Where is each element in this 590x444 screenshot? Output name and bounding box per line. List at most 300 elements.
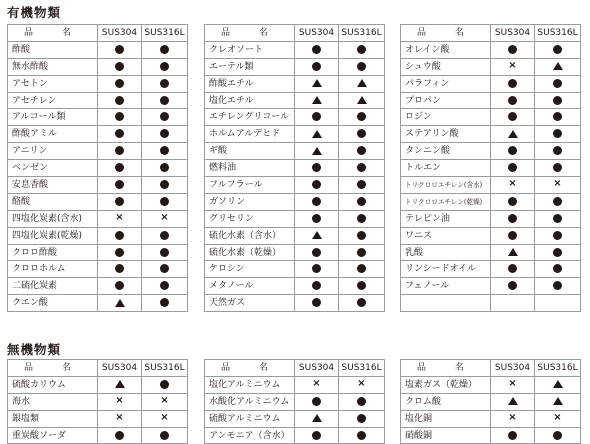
column-header-name: 品 名: [205, 25, 295, 42]
substance-name: トルエン: [401, 160, 491, 177]
substance-name: プロパン: [401, 92, 491, 109]
circle-mark-icon: [508, 112, 517, 121]
sus304-rating: [98, 278, 142, 295]
circle-mark-icon: [357, 248, 366, 257]
circle-mark-icon: [160, 96, 169, 105]
substance-name: エーテル類: [205, 58, 295, 75]
sus304-rating: [98, 261, 142, 278]
substance-name: ワニス: [401, 227, 491, 244]
sus304-rating: [295, 410, 339, 427]
sus316l-rating: [535, 177, 581, 194]
circle-mark-icon: [115, 45, 124, 54]
circle-mark-icon: [160, 45, 169, 54]
column-header-name: 品 名: [401, 360, 491, 377]
substance-name: メタノール: [205, 278, 295, 295]
sus316l-rating: [142, 58, 188, 75]
table-row: [8, 58, 188, 75]
circle-mark-icon: [357, 129, 366, 138]
sus304-rating: [98, 227, 142, 244]
column-header-name: 品 名: [8, 360, 98, 377]
sus316l-rating: [535, 160, 581, 177]
sus316l-rating: [339, 376, 385, 393]
table-header-row: [401, 360, 581, 377]
triangle-mark-icon: [312, 414, 322, 422]
substance-name: 天然ガス: [205, 295, 295, 312]
column-header-sus316l: SUS316L: [535, 360, 581, 377]
triangle-mark-icon: [357, 79, 367, 87]
table-row: [8, 278, 188, 295]
table-row: [205, 143, 385, 160]
circle-mark-icon: [160, 79, 169, 88]
sus316l-rating: [535, 75, 581, 92]
substance-name: エチレングリコール: [205, 109, 295, 126]
sus304-rating: [491, 393, 535, 410]
substance-name: シュウ酸: [401, 58, 491, 75]
circle-mark-icon: [312, 197, 321, 206]
substance-name: アルコール類: [8, 109, 98, 126]
sus304-rating: [98, 295, 142, 312]
circle-mark-icon: [115, 231, 124, 240]
cross-mark-icon: ×: [160, 412, 169, 424]
sus304-rating: [98, 427, 142, 444]
sus316l-rating: [339, 143, 385, 160]
sus316l-rating: [339, 160, 385, 177]
substance-name: ガソリン: [205, 193, 295, 210]
table-row: [205, 210, 385, 227]
sus304-rating: [295, 227, 339, 244]
cross-mark-icon: ×: [160, 212, 169, 224]
circle-mark-icon: [160, 180, 169, 189]
table-row: [205, 427, 385, 444]
cross-mark-icon: ×: [553, 178, 562, 190]
table-row: [8, 261, 188, 278]
table-row: [8, 41, 188, 58]
triangle-mark-icon: [115, 299, 125, 307]
sus316l-rating: [142, 210, 188, 227]
substance-name: 硫酸カリウム: [8, 376, 98, 393]
triangle-mark-icon: [312, 231, 322, 239]
substance-name: テレピン油: [401, 210, 491, 227]
cross-mark-icon: ×: [508, 178, 517, 190]
sus304-rating: [98, 410, 142, 427]
column-header-sus316l: SUS316L: [142, 25, 188, 42]
table-row: [205, 227, 385, 244]
sus304-rating: [295, 295, 339, 312]
substance-name: ベンゼン: [8, 160, 98, 177]
table-row: [401, 295, 581, 312]
sus304-rating: [295, 210, 339, 227]
sus304-rating: [491, 75, 535, 92]
table-row: [8, 410, 188, 427]
circle-mark-icon: [160, 62, 169, 71]
table-header-row: [8, 25, 188, 42]
sus316l-rating: [535, 427, 581, 444]
sus316l-rating: [142, 75, 188, 92]
circle-mark-icon: [553, 79, 562, 88]
substance-name: ステアリン酸: [401, 126, 491, 143]
circle-mark-icon: [115, 79, 124, 88]
circle-mark-icon: [312, 112, 321, 121]
sus316l-rating: [339, 126, 385, 143]
sus304-rating: [491, 295, 535, 312]
sus316l-rating: [142, 410, 188, 427]
triangle-mark-icon: [115, 380, 125, 388]
circle-mark-icon: [160, 298, 169, 307]
sus304-rating: [295, 126, 339, 143]
table-row: [8, 227, 188, 244]
circle-mark-icon: [553, 45, 562, 54]
table-row: [8, 427, 188, 444]
sus316l-rating: [142, 295, 188, 312]
sus316l-rating: [339, 393, 385, 410]
circle-mark-icon: [508, 214, 517, 223]
circle-mark-icon: [312, 298, 321, 307]
circle-mark-icon: [553, 163, 562, 172]
circle-mark-icon: [160, 281, 169, 290]
circle-mark-icon: [553, 248, 562, 257]
sus304-rating: [491, 244, 535, 261]
sus316l-rating: [535, 278, 581, 295]
sus304-rating: [491, 210, 535, 227]
sus304-rating: [98, 177, 142, 194]
sus304-rating: [295, 160, 339, 177]
sus304-rating: [295, 376, 339, 393]
table-row: [8, 177, 188, 194]
circle-mark-icon: [553, 264, 562, 273]
circle-mark-icon: [357, 112, 366, 121]
organic-section-title: 有機物類: [7, 5, 62, 20]
sus304-rating: [295, 177, 339, 194]
sus316l-rating: [339, 210, 385, 227]
sus316l-rating: [535, 41, 581, 58]
sus316l-rating: [142, 261, 188, 278]
cross-mark-icon: ×: [312, 378, 321, 390]
circle-mark-icon: [160, 380, 169, 389]
table-row: [8, 143, 188, 160]
sus304-rating: [491, 109, 535, 126]
circle-mark-icon: [115, 197, 124, 206]
cross-mark-icon: ×: [115, 412, 124, 424]
sus304-rating: [491, 126, 535, 143]
circle-mark-icon: [508, 146, 517, 155]
substance-name: クロロ酢酸: [8, 244, 98, 261]
sus304-rating: [295, 41, 339, 58]
circle-mark-icon: [312, 163, 321, 172]
circle-mark-icon: [115, 431, 124, 440]
circle-mark-icon: [357, 298, 366, 307]
circle-mark-icon: [553, 146, 562, 155]
circle-mark-icon: [553, 231, 562, 240]
sus316l-rating: [535, 261, 581, 278]
inorganic-table-1: [7, 359, 188, 444]
sus304-rating: [98, 143, 142, 160]
table-row: [205, 75, 385, 92]
substance-name: タンニン酸: [401, 143, 491, 160]
column-header-sus316l: SUS316L: [339, 360, 385, 377]
table-row: [205, 41, 385, 58]
sus304-rating: [98, 41, 142, 58]
table-row: [205, 278, 385, 295]
sus316l-rating: [339, 295, 385, 312]
substance-name: 無水酢酸: [8, 58, 98, 75]
substance-name: ホルムアルデヒド: [205, 126, 295, 143]
circle-mark-icon: [508, 231, 517, 240]
substance-name: アニリン: [8, 143, 98, 160]
cross-mark-icon: ×: [508, 60, 517, 72]
circle-mark-icon: [357, 231, 366, 240]
substance-name: グリセリン: [205, 210, 295, 227]
triangle-mark-icon: [508, 248, 518, 256]
table-row: [8, 295, 188, 312]
circle-mark-icon: [357, 414, 366, 423]
circle-mark-icon: [160, 197, 169, 206]
circle-mark-icon: [357, 431, 366, 440]
substance-name: クロロホルム: [8, 261, 98, 278]
circle-mark-icon: [508, 264, 517, 273]
cross-mark-icon: ×: [115, 395, 124, 407]
table-row: [401, 278, 581, 295]
triangle-mark-icon: [508, 130, 518, 138]
sus316l-rating: [339, 92, 385, 109]
table-row: [8, 160, 188, 177]
sus316l-rating: [142, 92, 188, 109]
substance-name: 乳酸: [401, 244, 491, 261]
sus316l-rating: [339, 109, 385, 126]
sus304-rating: [98, 92, 142, 109]
substance-name: 四塩化炭素(乾燥): [8, 227, 98, 244]
triangle-mark-icon: [553, 397, 563, 405]
table-row: [401, 177, 581, 194]
table-row: [8, 109, 188, 126]
circle-mark-icon: [115, 96, 124, 105]
sus316l-rating: [535, 193, 581, 210]
substance-name: 二硫化炭素: [8, 278, 98, 295]
circle-mark-icon: [115, 112, 124, 121]
substance-name: アセチレン: [8, 92, 98, 109]
column-header-sus316l: SUS316L: [339, 25, 385, 42]
substance-name: 塩化銅: [401, 410, 491, 427]
circle-mark-icon: [115, 180, 124, 189]
substance-name: 塩素ガス（乾燥）: [401, 376, 491, 393]
table-row: [205, 160, 385, 177]
table-row: [8, 393, 188, 410]
circle-mark-icon: [508, 96, 517, 105]
substance-name: 硫化水素（乾燥）: [205, 244, 295, 261]
column-header-sus316l: SUS316L: [142, 360, 188, 377]
circle-mark-icon: [312, 45, 321, 54]
circle-mark-icon: [115, 248, 124, 257]
sus316l-rating: [535, 92, 581, 109]
substance-name: 酢酸アミル: [8, 126, 98, 143]
column-header-name: 品 名: [401, 25, 491, 42]
substance-name: 酢酸エチル: [205, 75, 295, 92]
circle-mark-icon: [160, 163, 169, 172]
circle-mark-icon: [160, 112, 169, 121]
circle-mark-icon: [357, 281, 366, 290]
table-row: [205, 376, 385, 393]
table-row: [8, 92, 188, 109]
sus316l-rating: [142, 109, 188, 126]
sus304-rating: [295, 278, 339, 295]
substance-name: 酢酸: [8, 41, 98, 58]
table-row: [401, 376, 581, 393]
substance-name: 四塩化炭素(含水): [8, 210, 98, 227]
substance-name: 塩化アルミニウム: [205, 376, 295, 393]
substance-name: 硝酸銅: [401, 427, 491, 444]
circle-mark-icon: [508, 45, 517, 54]
circle-mark-icon: [508, 431, 517, 440]
sus304-rating: [98, 393, 142, 410]
sus316l-rating: [339, 261, 385, 278]
triangle-mark-icon: [312, 96, 322, 104]
sus304-rating: [295, 427, 339, 444]
column-header-name: 品 名: [205, 360, 295, 377]
circle-mark-icon: [357, 146, 366, 155]
sus304-rating: [98, 109, 142, 126]
cross-mark-icon: ×: [508, 412, 517, 424]
circle-mark-icon: [553, 281, 562, 290]
cross-mark-icon: ×: [160, 395, 169, 407]
sus316l-rating: [142, 126, 188, 143]
cross-mark-icon: ×: [553, 412, 562, 424]
substance-name: ケロシン: [205, 261, 295, 278]
table-row: [401, 92, 581, 109]
circle-mark-icon: [553, 197, 562, 206]
circle-mark-icon: [160, 146, 169, 155]
sus316l-rating: [142, 244, 188, 261]
sus316l-rating: [535, 244, 581, 261]
sus316l-rating: [339, 177, 385, 194]
sus304-rating: [98, 126, 142, 143]
table-row: [401, 427, 581, 444]
sus316l-rating: [535, 227, 581, 244]
sus304-rating: [491, 193, 535, 210]
substance-name: 安息香酸: [8, 177, 98, 194]
circle-mark-icon: [160, 129, 169, 138]
sus304-rating: [295, 92, 339, 109]
table-row: [8, 210, 188, 227]
organic-table-2: [204, 24, 385, 312]
column-header-sus316l: SUS316L: [535, 25, 581, 42]
sus316l-rating: [339, 427, 385, 444]
sus304-rating: [295, 393, 339, 410]
substance-name: パラフィン: [401, 75, 491, 92]
substance-name: 銀塩類: [8, 410, 98, 427]
table-row: [8, 376, 188, 393]
circle-mark-icon: [508, 281, 517, 290]
circle-mark-icon: [357, 214, 366, 223]
column-header-sus304: SUS304: [295, 25, 339, 42]
sus316l-rating: [142, 393, 188, 410]
circle-mark-icon: [312, 281, 321, 290]
sus304-rating: [491, 261, 535, 278]
table-header-row: [205, 360, 385, 377]
substance-name: [401, 295, 491, 312]
substance-name: フルフラール: [205, 177, 295, 194]
sus304-rating: [491, 160, 535, 177]
sus316l-rating: [142, 41, 188, 58]
triangle-mark-icon: [553, 380, 563, 388]
substance-name: 水酸化アルミニウム: [205, 393, 295, 410]
sus304-rating: [98, 376, 142, 393]
table-row: [205, 244, 385, 261]
sus304-rating: [295, 58, 339, 75]
sus316l-rating: [142, 193, 188, 210]
sus304-rating: [491, 376, 535, 393]
table-row: [205, 109, 385, 126]
sus304-rating: [98, 160, 142, 177]
sus316l-rating: [142, 160, 188, 177]
table-row: [401, 410, 581, 427]
circle-mark-icon: [312, 264, 321, 273]
sus304-rating: [491, 143, 535, 160]
substance-name: ロジン: [401, 109, 491, 126]
sus304-rating: [491, 427, 535, 444]
cross-mark-icon: ×: [508, 378, 517, 390]
organic-table-1: [7, 24, 188, 312]
column-header-sus304: SUS304: [491, 25, 535, 42]
sus304-rating: [98, 75, 142, 92]
sus304-rating: [98, 193, 142, 210]
table-row: [401, 393, 581, 410]
circle-mark-icon: [115, 264, 124, 273]
table-row: [205, 410, 385, 427]
circle-mark-icon: [115, 62, 124, 71]
substance-name: 硫化水素（含水）: [205, 227, 295, 244]
circle-mark-icon: [115, 163, 124, 172]
sus304-rating: [491, 58, 535, 75]
circle-mark-icon: [357, 397, 366, 406]
circle-mark-icon: [312, 62, 321, 71]
circle-mark-icon: [115, 281, 124, 290]
sus316l-rating: [535, 126, 581, 143]
sus316l-rating: [142, 227, 188, 244]
sus316l-rating: [142, 427, 188, 444]
substance-name: フェノール: [401, 278, 491, 295]
sus316l-rating: [535, 143, 581, 160]
table-row: [8, 75, 188, 92]
substance-name: 酪酸: [8, 193, 98, 210]
table-row: [401, 143, 581, 160]
sus304-rating: [491, 41, 535, 58]
table-row: [205, 177, 385, 194]
circle-mark-icon: [508, 163, 517, 172]
substance-name: リンシードオイル: [401, 261, 491, 278]
circle-mark-icon: [160, 248, 169, 257]
sus316l-rating: [142, 278, 188, 295]
circle-mark-icon: [553, 112, 562, 121]
table-row: [8, 126, 188, 143]
table-row: [8, 244, 188, 261]
sus304-rating: [98, 210, 142, 227]
inorganic-table-3: [400, 359, 581, 444]
inorganic-table-2: [204, 359, 385, 444]
sus316l-rating: [339, 75, 385, 92]
circle-mark-icon: [357, 163, 366, 172]
circle-mark-icon: [160, 231, 169, 240]
circle-mark-icon: [357, 180, 366, 189]
table-row: [401, 193, 581, 210]
sus316l-rating: [535, 58, 581, 75]
column-header-sus304: SUS304: [98, 25, 142, 42]
substance-name: 硫酸アルミニウム: [205, 410, 295, 427]
substance-name: クレオソート: [205, 41, 295, 58]
substance-name: 塩化エチル: [205, 92, 295, 109]
sus316l-rating: [339, 244, 385, 261]
circle-mark-icon: [312, 397, 321, 406]
circle-mark-icon: [357, 197, 366, 206]
sus316l-rating: [142, 376, 188, 393]
